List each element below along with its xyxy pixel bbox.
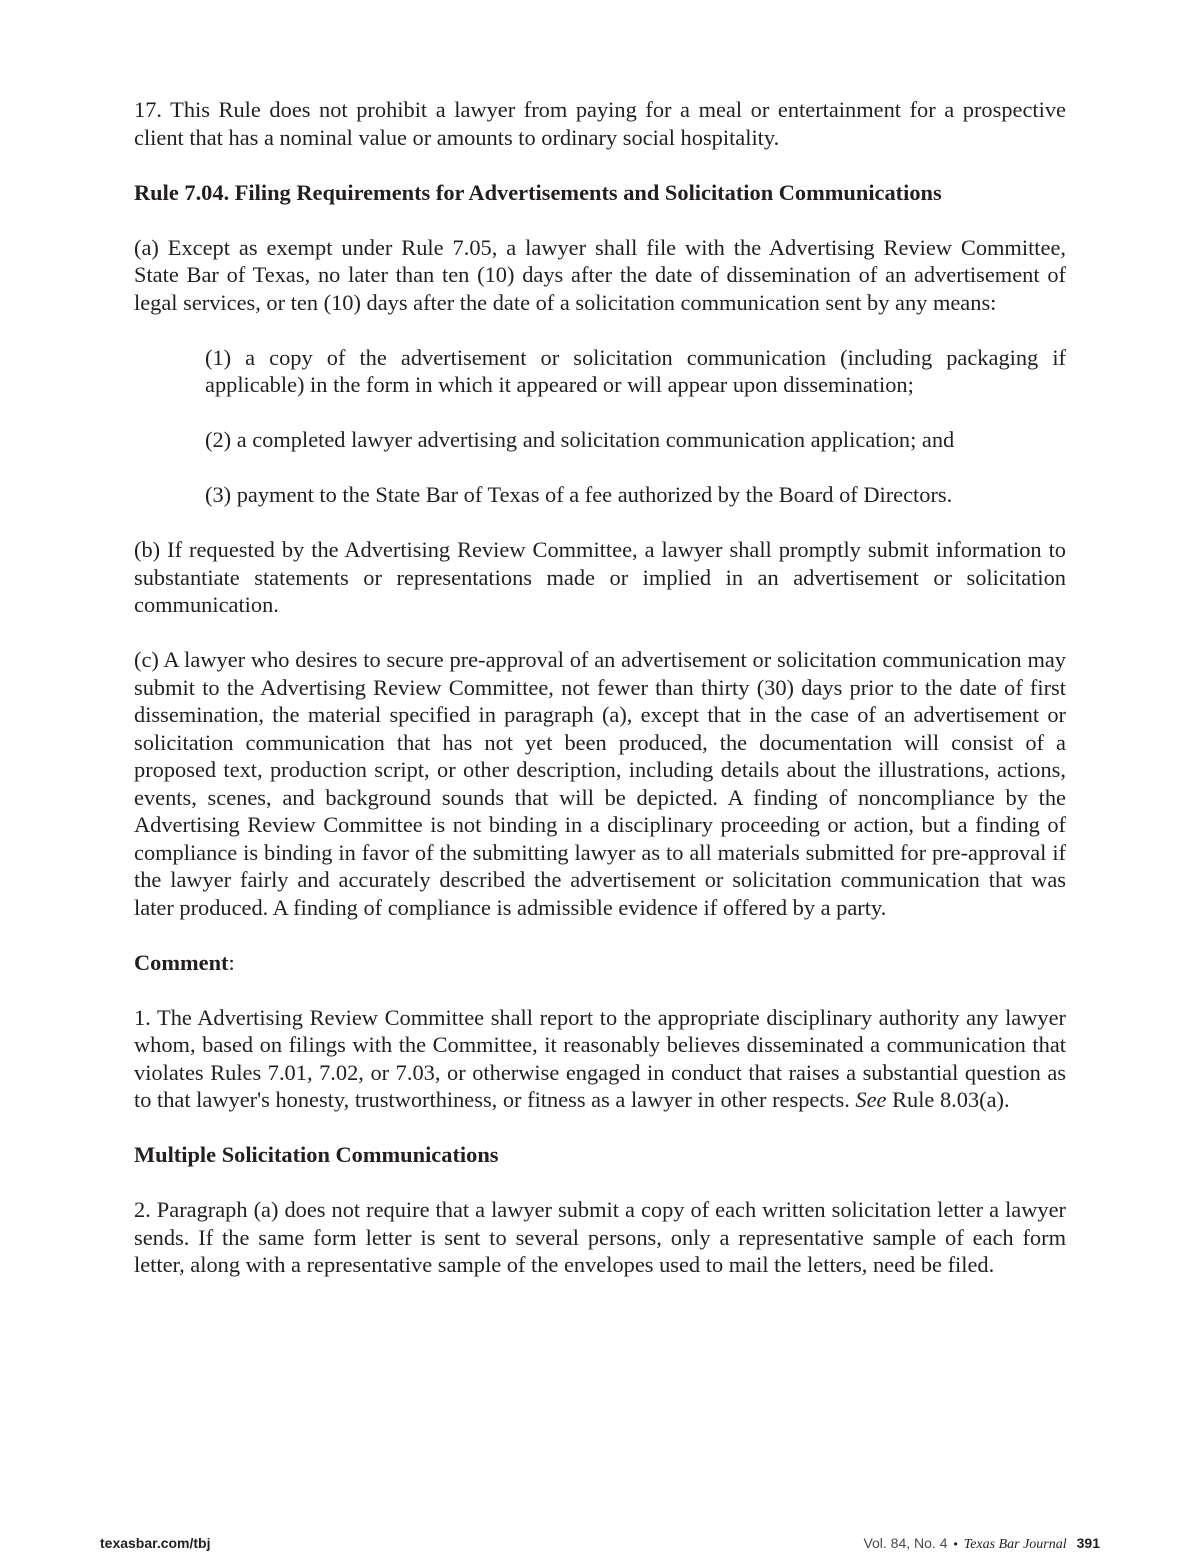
- footer-citation: [863, 1536, 1100, 1552]
- footer-volume: Vol. 84, No. 4: [863, 1535, 948, 1551]
- paragraph-b: (b) If requested by the Advertising Review Committee, a lawyer shall promptly submit information to substantiate statements or representations made or implied in an advertisement or solicitation communication.: [134, 537, 1066, 617]
- paragraph-a-1: (1) a copy of the advertisement or solicitation communication (including packaging if applicable) in the form in which it appeared or will appear upon dissemination;: [205, 344, 1066, 397]
- comment-2: 2. Paragraph (a) does not require that a lawyer submit a copy of each written solicitation letter a lawyer sends. If the same form letter is sent to several persons, only a representative sample of each form letter, along with a representative sample of the envelopes used to mail the letters, need be filed.: [134, 1197, 1066, 1277]
- footer-url: texasbar.com/tbj: [100, 1535, 211, 1551]
- comment-heading: [134, 949, 1066, 977]
- rule-7-04-heading: Rule 7.04. Filing Requirements for Advertisements and Solicitation Communications: [134, 179, 942, 205]
- paragraph-c: (c) A lawyer who desires to secure pre-approval of an advertisement or solicitation communication may submit to the Advertising Review Committee, not fewer than thirty (30) days prior to the date of first dissemination, the material specified in paragraph (a), except that in the case of an advertisement or solicitation communication that has not yet been produced, the documentation will consist of a proposed text, production script, or other description, including details about the illustrations, actions, events, scenes, and background sounds that will be depicted. A finding of noncompliance by the Advertising Review Committee is not binding in a disciplinary proceeding or action, but a finding of compliance is binding in favor of the submitting lawyer as to all materials submitted for pre-approval if the lawyer fairly and accurately described the advertisement or solicitation communication that was later produced. A finding of compliance is admissible evidence if offered by a party.: [134, 647, 1066, 920]
- document-body: [134, 96, 1066, 1279]
- comment-1: [134, 1004, 1066, 1114]
- comment-label: Comment: [134, 949, 229, 975]
- comment-1-text: 1. The Advertising Review Committee shall report to the appropriate disciplinary authority any lawyer whom, based on filings with the Committee, it reasonably believes disseminated a communication that violates Rules 7.01, 7.02, or 7.03, or otherwise engaged in conduct that raises a substantial question as to that lawyer's honesty, trustworthiness, or fitness as a lawyer in other respects.: [134, 1004, 1066, 1112]
- multiple-solicitation-heading: Multiple Solicitation Communications: [134, 1142, 499, 1167]
- paragraph-a: (a) Except as exempt under Rule 7.05, a lawyer shall file with the Advertising Review Committee, State Bar of Texas, no later than ten (10) days after the date of dissemination of an advertisement of legal services, or ten (10) days after the date of a solicitation communication sent by any means:: [134, 234, 1066, 315]
- page-number: 391: [1076, 1535, 1100, 1551]
- paragraph-17: 17. This Rule does not prohibit a lawyer from paying for a meal or entertainment for a prospective client that has a nominal value or amounts to ordinary social hospitality.: [134, 97, 1066, 150]
- comment-1-see: See: [855, 1087, 887, 1112]
- paragraph-a-2: (2) a completed lawyer advertising and solicitation communication application; and: [205, 427, 955, 452]
- paragraph-a-3: (3) payment to the State Bar of Texas of a fee authorized by the Board of Directors.: [205, 482, 953, 507]
- footer-journal: Texas Bar Journal: [963, 1537, 1067, 1552]
- comment-1-ref: Rule 8.03(a).: [886, 1087, 1010, 1112]
- comment-colon: :: [228, 949, 235, 975]
- footer-bullet: •: [953, 1537, 958, 1551]
